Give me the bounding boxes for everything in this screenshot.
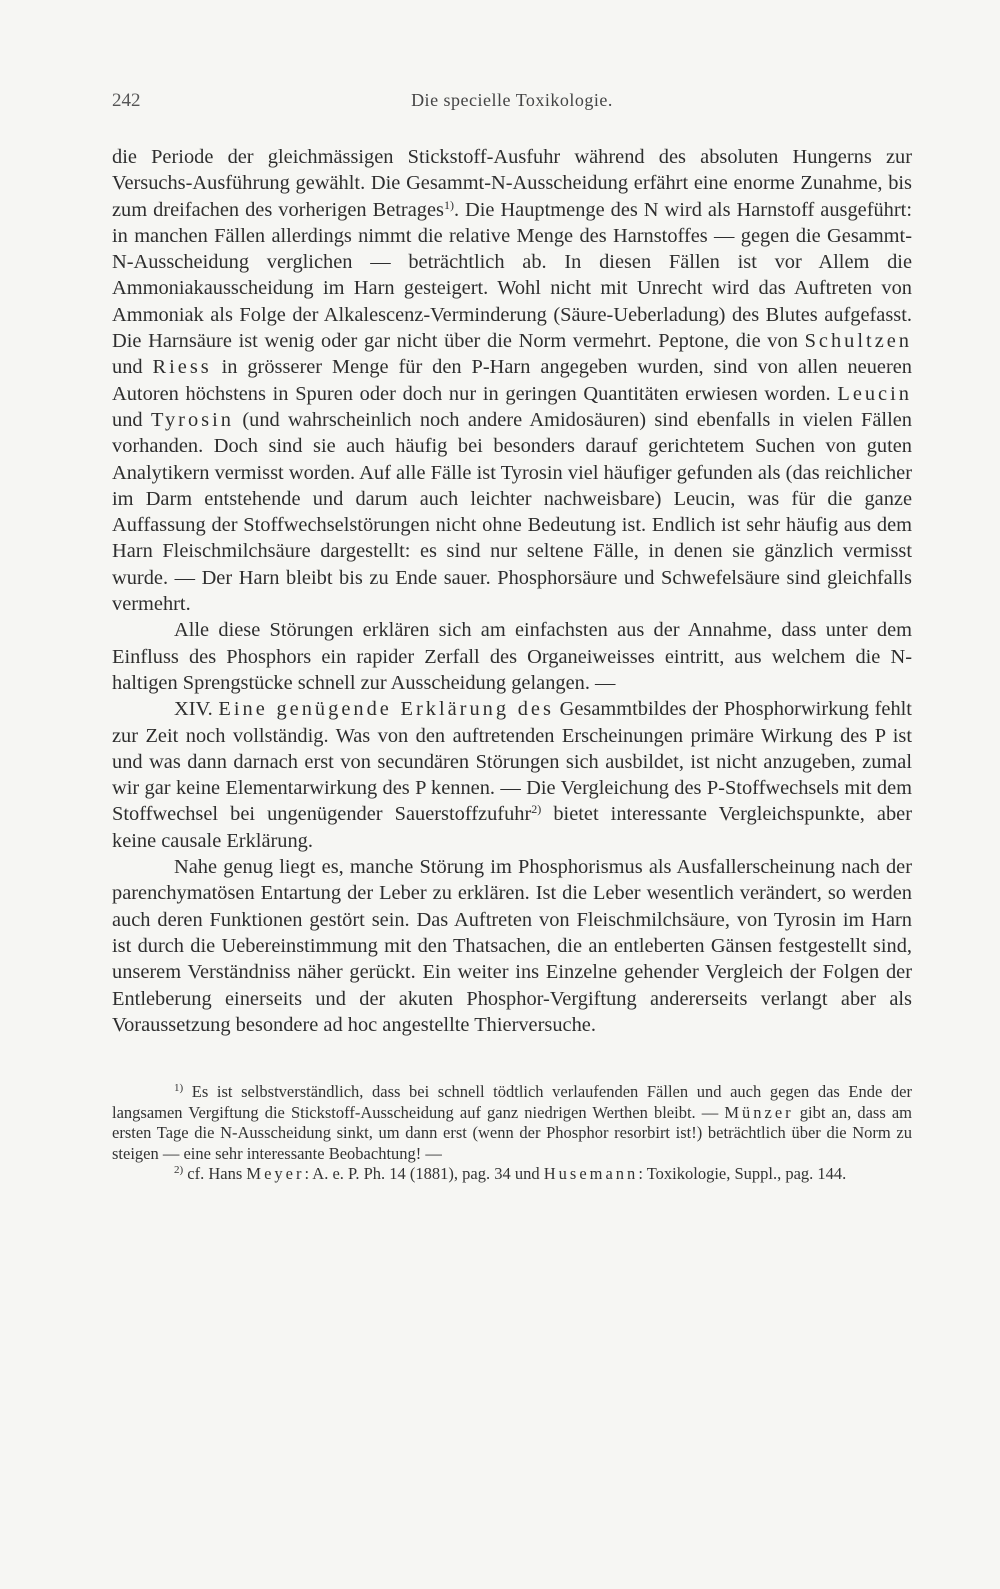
section-heading-spaced: Eine genügende Erklärung des [218, 698, 554, 721]
paragraph-1: die Periode der gleichmässigen Stickstoff-Ausfuhr während des absoluten Hungerns zur Versuchs-Ausführung gewählt. Die Gesammt-N-Ausscheidung erfährt eine enorme Zunahme, bis zum dreifachen des vorherigen Betrages$^{1)}$. Die Hauptmenge des N wird als Harnstoff ausgeführt: in manchen Fällen allerdings nimmt die relative Menge des Harnstoffes — gegen die Gesammt-N-Ausscheidung verglichen — beträchtlich ab. In diesen Fällen ist vor Allem die Ammoniakausscheidung im Harn gesteigert. Wohl nicht mit Unrecht wird das Auftreten von Ammoniak als Folge der Alkalescenz-Verminderung (Säure-Ueberladung) des Blutes aufgefasst. Die Harnsäure ist wenig oder gar nicht über die Norm vermehrt. Peptone, die von Schultzen und Riess in grösserer Menge für den P-Harn angegeben wurden, sind von allen neueren Autoren höchstens in Spuren oder doch nur in geringen Quantitäten erwiesen worden. Leucin und Tyrosin (und wahrscheinlich noch andere Amidosäuren) sind ebenfalls in vielen Fällen vorhanden. Doch sind sie auch häufig bei besonders darauf gerichtetem Suchen von guten Analytikern vermisst worden. Auf alle Fälle ist Tyrosin viel häufiger gefunden als (das reichlicher im Darm entstehende und darum auch leichter nachweisbare) Leucin, was für die ganze Auffassung der Stoffwechselstörungen nicht ohne Bedeutung ist. Endlich ist sehr häufig aus dem Harn Fleischmilchsäure dargestellt: es sind nur seltene Fälle, in denen sie gänzlich vermisst wurde. — Der Harn bleibt bis zu Ende sauer. Phosphorsäure und Schwefelsäure sind gleichfalls vermehrt. [112, 146, 912, 616]
running-title: Die specielle Toxikologie. [411, 90, 613, 110]
section-numeral: XIV. [174, 698, 213, 721]
page-number: 242 [112, 90, 141, 111]
footnote-marker: 2) [174, 1164, 184, 1177]
paragraph-4: Nahe genug liegt es, manche Störung im Phosphorismus als Ausfallerscheinung nach der parenchymatösen Entartung der Leber zu erklären. Ist die Leber wesentlich verändert, so werden auch deren Funktionen gestört sein. Das Auftreten von Fleischmilchsäure, von Tyrosin im Harn ist durch die Uebereinstimmung mit den Thatsachen, die an entleberten Gänsen festgestellt sind, unserem Verständniss näher gerückt. Ein weiter ins Einzelne gehender Vergleich der Folgen der Entleberung einerseits und der akuten Phosphor-Vergiftung andererseits verlangt aber als Voraussetzung besondere ad hoc angestellte Thierversuche. [112, 856, 912, 1036]
substance-name: Leucin [837, 382, 912, 405]
footnote-marker: 1) [174, 1082, 184, 1095]
author-name: Riess [152, 356, 212, 379]
author-name: Schultzen [804, 330, 912, 353]
main-text [112, 144, 912, 1038]
page-header [112, 82, 912, 118]
book-page [112, 82, 912, 1552]
author-name: Meyer [246, 1164, 305, 1184]
footnote-ref-1[interactable]: 1) [443, 197, 454, 212]
footnote-ref-2[interactable]: 2) [531, 802, 542, 817]
footnote-1: $^{1)}$ Es ist selbstverständlich, dass bei schnell tödtlich verlaufenden Fällen und auch gegen das Ende der langsamen Vergiftung die Stickstoff-Ausscheidung auf ganz niedrigen Werthen bleibt. — Münzer gibt an, dass am ersten Tage die N-Ausscheidung sinkt, um dann erst (wenn der Phosphor resorbirt ist!) beträchtlich über die Norm zu steigen — eine sehr interessante Beobachtung! — [112, 1082, 913, 1163]
author-name: Husemann [543, 1164, 639, 1184]
footnotes [112, 1082, 912, 1185]
paragraph-3: XIV. Eine genügende Erklärung des Gesammtbildes der Phosphorwirkung fehlt zur Zeit noch vollständig. Was von den auftretenden Erscheinungen primäre Wirkung des P ist und was dann darnach erst von secundären Störungen sich ausbildet, ist nicht anzugeben, zumal wir gar keine Elementarwirkung des P kennen. — Die Vergleichung des P-Stoffwechsels mit dem Stoffwechsel bei ungenügender Sauerstoffzufuhr$^{2)}$ bietet interessante Vergleichspunkte, aber keine causale Erklärung. [112, 698, 912, 852]
substance-name: Tyrosin [150, 408, 234, 431]
footnote-2: $^{2)}$ cf. Hans Meyer: A. e. P. Ph. 14 (1881), pag. 34 und Husemann: Toxikologie, Suppl., pag. 144. [174, 1164, 847, 1184]
paragraph-2: Alle diese Störungen erklären sich am einfachsten aus der Annahme, dass unter dem Einfluss des Phosphors ein rapider Zerfall des Organeiweisses eintritt, aus welchem die N-haltigen Sprengstücke schnell zur Ausscheidung gelangen. — [112, 619, 912, 694]
author-name: Münzer [724, 1102, 794, 1122]
